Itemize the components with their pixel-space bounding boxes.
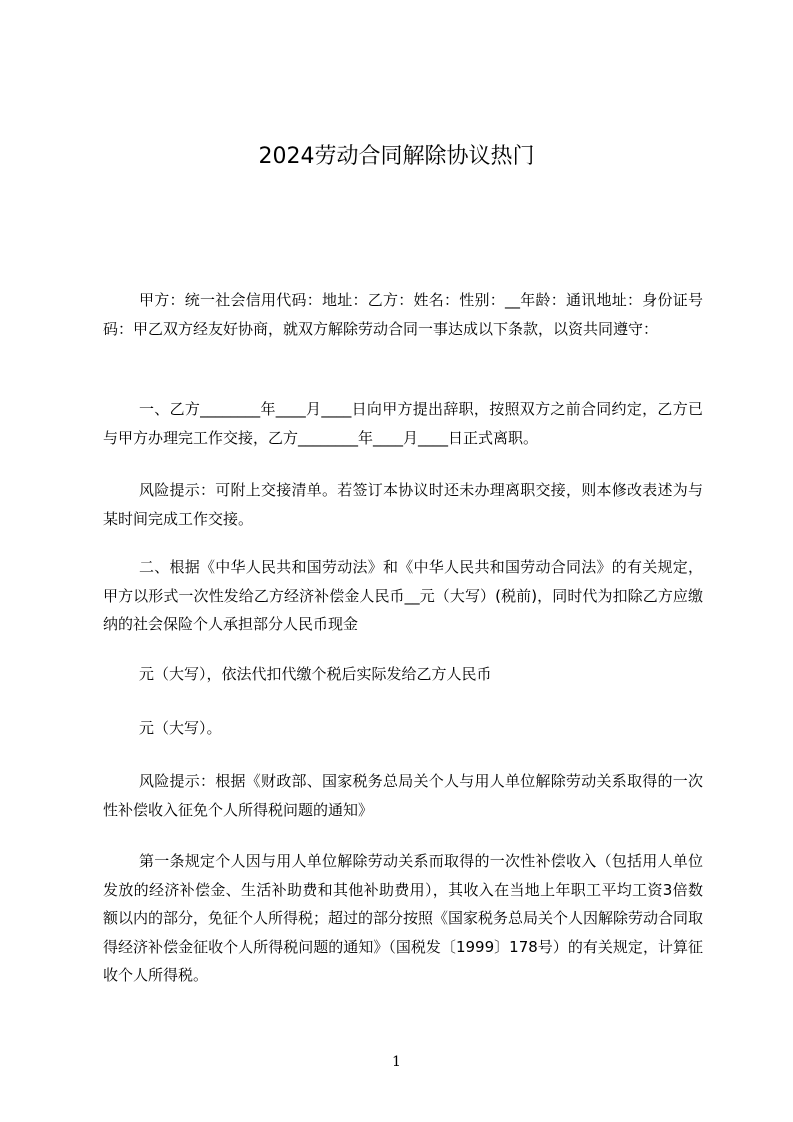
paragraph-clause-2: 二、根据《中华人民共和国劳动法》和《中华人民共和国劳动合同法》的有关规定，甲方以形式一次性发给乙方经济补偿金人民币__元（大写）(税前)，同时代为扣除乙方应缴纳的社会保险个人承担部分人民币现金 [103, 558, 703, 633]
paragraph-clause-1: 一、乙方________年____月____日向甲方提出辞职，按照双方之前合同约定，乙方已与甲方办理完工作交接，乙方________年____月____日正式离职。 [103, 400, 703, 447]
paragraph-risk-1: 风险提示：可附上交接清单。若签订本协议时还未办理离职交接，则本修改表述为与某时间完成工作交接。 [103, 481, 703, 528]
paragraph-parties: 甲方：统一社会信用代码：地址：乙方：姓名：性别：__年龄：通讯地址：身份证号码：甲乙双方经友好协商，就双方解除劳动合同一事达成以下条款，以资共同遵守： [103, 291, 703, 338]
document-title: 2024劳动合同解除协议热门 [258, 144, 535, 169]
page-number: 1 [392, 1054, 401, 1070]
paragraph-tax-rule: 第一条规定个人因与用人单位解除劳动关系而取得的一次性补偿收入（包括用人单位发放的经济补偿金、生活补助费和其他补助费用），其收入在当地上年职工平均工资3倍数额以内的部分，免征个人所得税；超过的部分按照《国家税务总局关个人因解除劳动合同取得经济补偿金征收个人所得税问题的通知》（国税发〔1999〕178号）的有关规定，计算征收个人所得税。 [103, 852, 704, 984]
paragraph-clause-2-amount-end: 元（大写）。 [139, 719, 222, 737]
paragraph-risk-2: 风险提示：根据《财政部、国家税务总局关个人与用人单位解除劳动关系取得的一次性补偿收入征免个人所得税问题的通知》 [103, 772, 703, 819]
paragraph-clause-2-amount: 元（大写），依法代扣代缴个税后实际发给乙方人民币 [139, 665, 492, 683]
